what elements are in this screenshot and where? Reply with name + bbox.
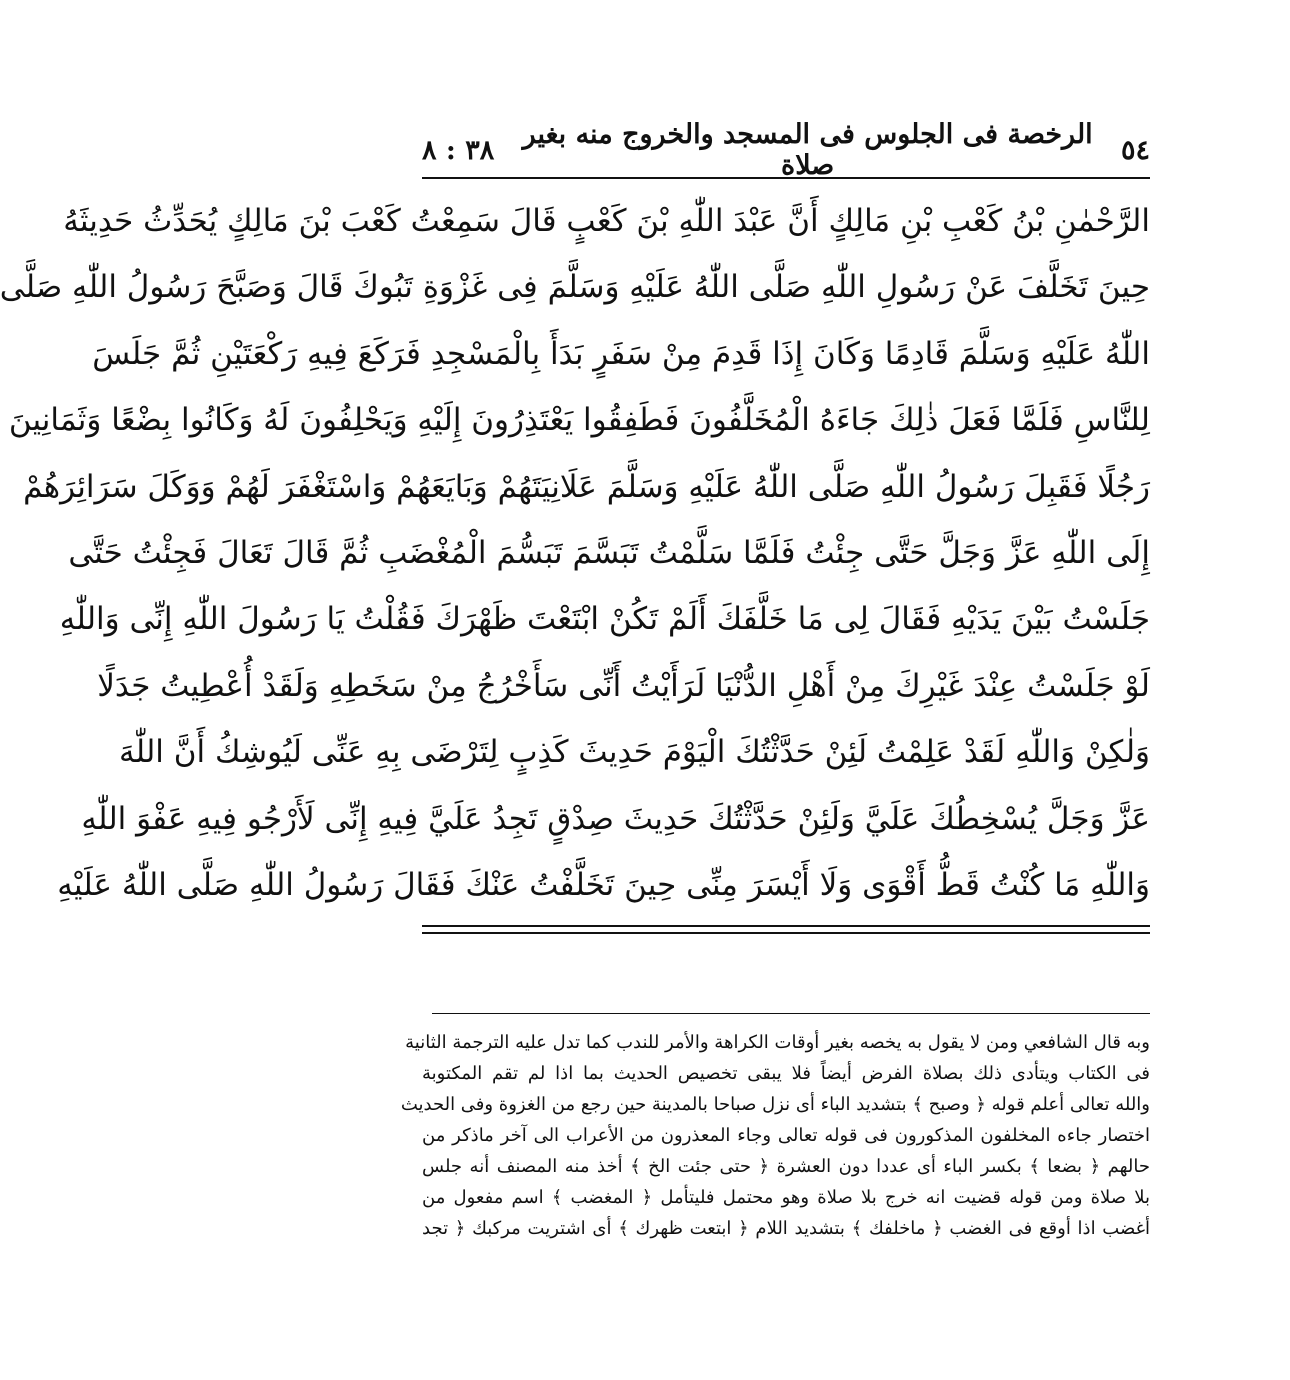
text-line: إِلَى اللّٰهِ عَزَّ وَجَلَّ حَتَّى جِئْتُ فَلَمَّا سَلَّمْتُ تَبَسَّمَ تَبَسُّمَ الْمُغْضَبِ ثُمَّ قَالَ تَعَالَ فَجِئْتُ حَتَّى (68, 534, 1150, 571)
text-line: عَزَّ وَجَلَّ يُسْخِطُكَ عَلَيَّ وَلَئِنْ حَدَّثْتُكَ حَدِيثَ صِدْقٍ تَجِدُ عَلَيَّ فِيهِ إِنِّى لَأَرْجُو فِيهِ عَفْوَ اللّٰهِ (81, 800, 1150, 837)
footnote-rule (432, 1013, 1150, 1014)
footnote-line: اختصار جاءه المخلفون المذكورون فى قوله تعالى وجاء المعذرون من الأعراب الى آخر ماذكر من (422, 1125, 1150, 1146)
section-divider (422, 925, 1150, 934)
text-line: الرَّحْمٰنِ بْنُ كَعْبِ بْنِ مَالِكٍ أَنَّ عَبْدَ اللّٰهِ بْنَ كَعْبٍ قَالَ سَمِعْتُ كَعْبَ بْنَ مَالِكٍ يُحَدِّثُ حَدِيثَهُ (63, 203, 1150, 239)
footnote-line: فى الكتاب ويتأدى ذلك بصلاة الفرض أيضاً فلا يبقى تخصيص الحديث بما اذا لم تقم المكتوبة (422, 1063, 1151, 1084)
footnote-line: والله تعالى أعلم قوله ﴿ وصبح ﴾ بتشديد الباء أى نزل صباحا بالمدينة حين رجع من الغزوة وفى الحديث (400, 1094, 1150, 1115)
page-header (422, 119, 1150, 181)
text-line: جَلَسْتُ بَيْنَ يَدَيْهِ فَقَالَ لِى مَا خَلَّفَكَ أَلَمْ تَكُنْ ابْتَعْتَ ظَهْرَكَ فَقُلْتُ يَا رَسُولَ اللّٰهِ إِنِّى وَاللّٰهِ (59, 601, 1150, 638)
hadith-text (0, 188, 1150, 918)
header-rule (422, 177, 1150, 179)
text-line: رَجُلًا فَقَبِلَ رَسُولُ اللّٰهِ صَلَّى اللّٰهُ عَلَيْهِ وَسَلَّمَ عَلَانِيَتَهُمْ وَبَايَعَهُمْ وَاسْتَغْفَرَ لَهُمْ وَوَكَلَ سَرَائِرَهُمْ (23, 468, 1150, 505)
text-line: لَوْ جَلَسْتُ عِنْدَ غَيْرِكَ مِنْ أَهْلِ الدُّنْيَا لَرَأَيْتُ أَنِّى سَأَخْرُجُ مِنْ سَخَطِهِ وَلَقَدْ أُعْطِيتُ جَدَلًا (97, 667, 1150, 704)
footnote-line: وبه قال الشافعي ومن لا يقول به يخصه بغير أوقات الكراهة والأمر للندب كما تدل عليه الترجمة الثانية (405, 1032, 1150, 1053)
text-line: حِينَ تَخَلَّفَ عَنْ رَسُولِ اللّٰهِ صَلَّى اللّٰهُ عَلَيْهِ وَسَلَّمَ فِى غَزْوَةِ تَبُوكَ قَالَ وَصَبَّحَ رَسُولُ اللّٰهِ صَلَّى (0, 269, 1150, 306)
page-number: ٥٤ (1120, 134, 1150, 166)
footnote-line: بلا صلاة ومن قوله قضيت انه خرج بلا صلاة وهو محتمل فليتأمل ﴿ المغضب ﴾ اسم مفعول من (422, 1187, 1150, 1208)
section-reference: ٣٨ : ٨ (422, 134, 495, 166)
commentary-footnote (400, 1027, 1151, 1244)
text-line: اللّٰهُ عَلَيْهِ وَسَلَّمَ قَادِمًا وَكَانَ إِذَا قَدِمَ مِنْ سَفَرٍ بَدَأَ بِالْمَسْجِدِ فَرَكَعَ فِيهِ رَكْعَتَيْنِ ثُمَّ جَلَسَ (92, 335, 1150, 372)
footnote-line: حالهم ﴿ بضعا ﴾ بكسر الباء أى عددا دون العشرة ﴿ حتى جئت الخ ﴾ أخذ منه المصنف أنه جلس (422, 1156, 1150, 1177)
text-line: وَلٰكِنْ وَاللّٰهِ لَقَدْ عَلِمْتُ لَئِنْ حَدَّثْتُكَ الْيَوْمَ حَدِيثَ كَذِبٍ لِتَرْضَى بِهِ عَنِّى لَيُوشِكُ أَنَّ اللّٰهَ (118, 734, 1150, 771)
text-line: وَاللّٰهِ مَا كُنْتُ قَطُّ أَقْوَى وَلَا أَيْسَرَ مِنِّى حِينَ تَخَلَّفْتُ عَنْكَ فَقَالَ رَسُولُ اللّٰهِ صَلَّى اللّٰهُ عَلَيْهِ (57, 866, 1150, 903)
text-line: لِلنَّاسِ فَلَمَّا فَعَلَ ذٰلِكَ جَاءَهُ الْمُخَلَّفُونَ فَطَفِقُوا يَعْتَذِرُونَ إِلَيْهِ وَيَحْلِفُونَ لَهُ وَكَانُوا بِضْعًا وَثَمَانِينَ (8, 402, 1150, 439)
footnote-line: أغضب اذا أوقع فى الغضب ﴿ ماخلفك ﴾ بتشديد اللام ﴿ ابتعت ظهرك ﴾ أى اشتريت مركبك ﴿ تجد (422, 1218, 1151, 1239)
running-title: الرخصة فى الجلوس فى المسجد والخروج منه بغير صلاة (522, 119, 1093, 181)
